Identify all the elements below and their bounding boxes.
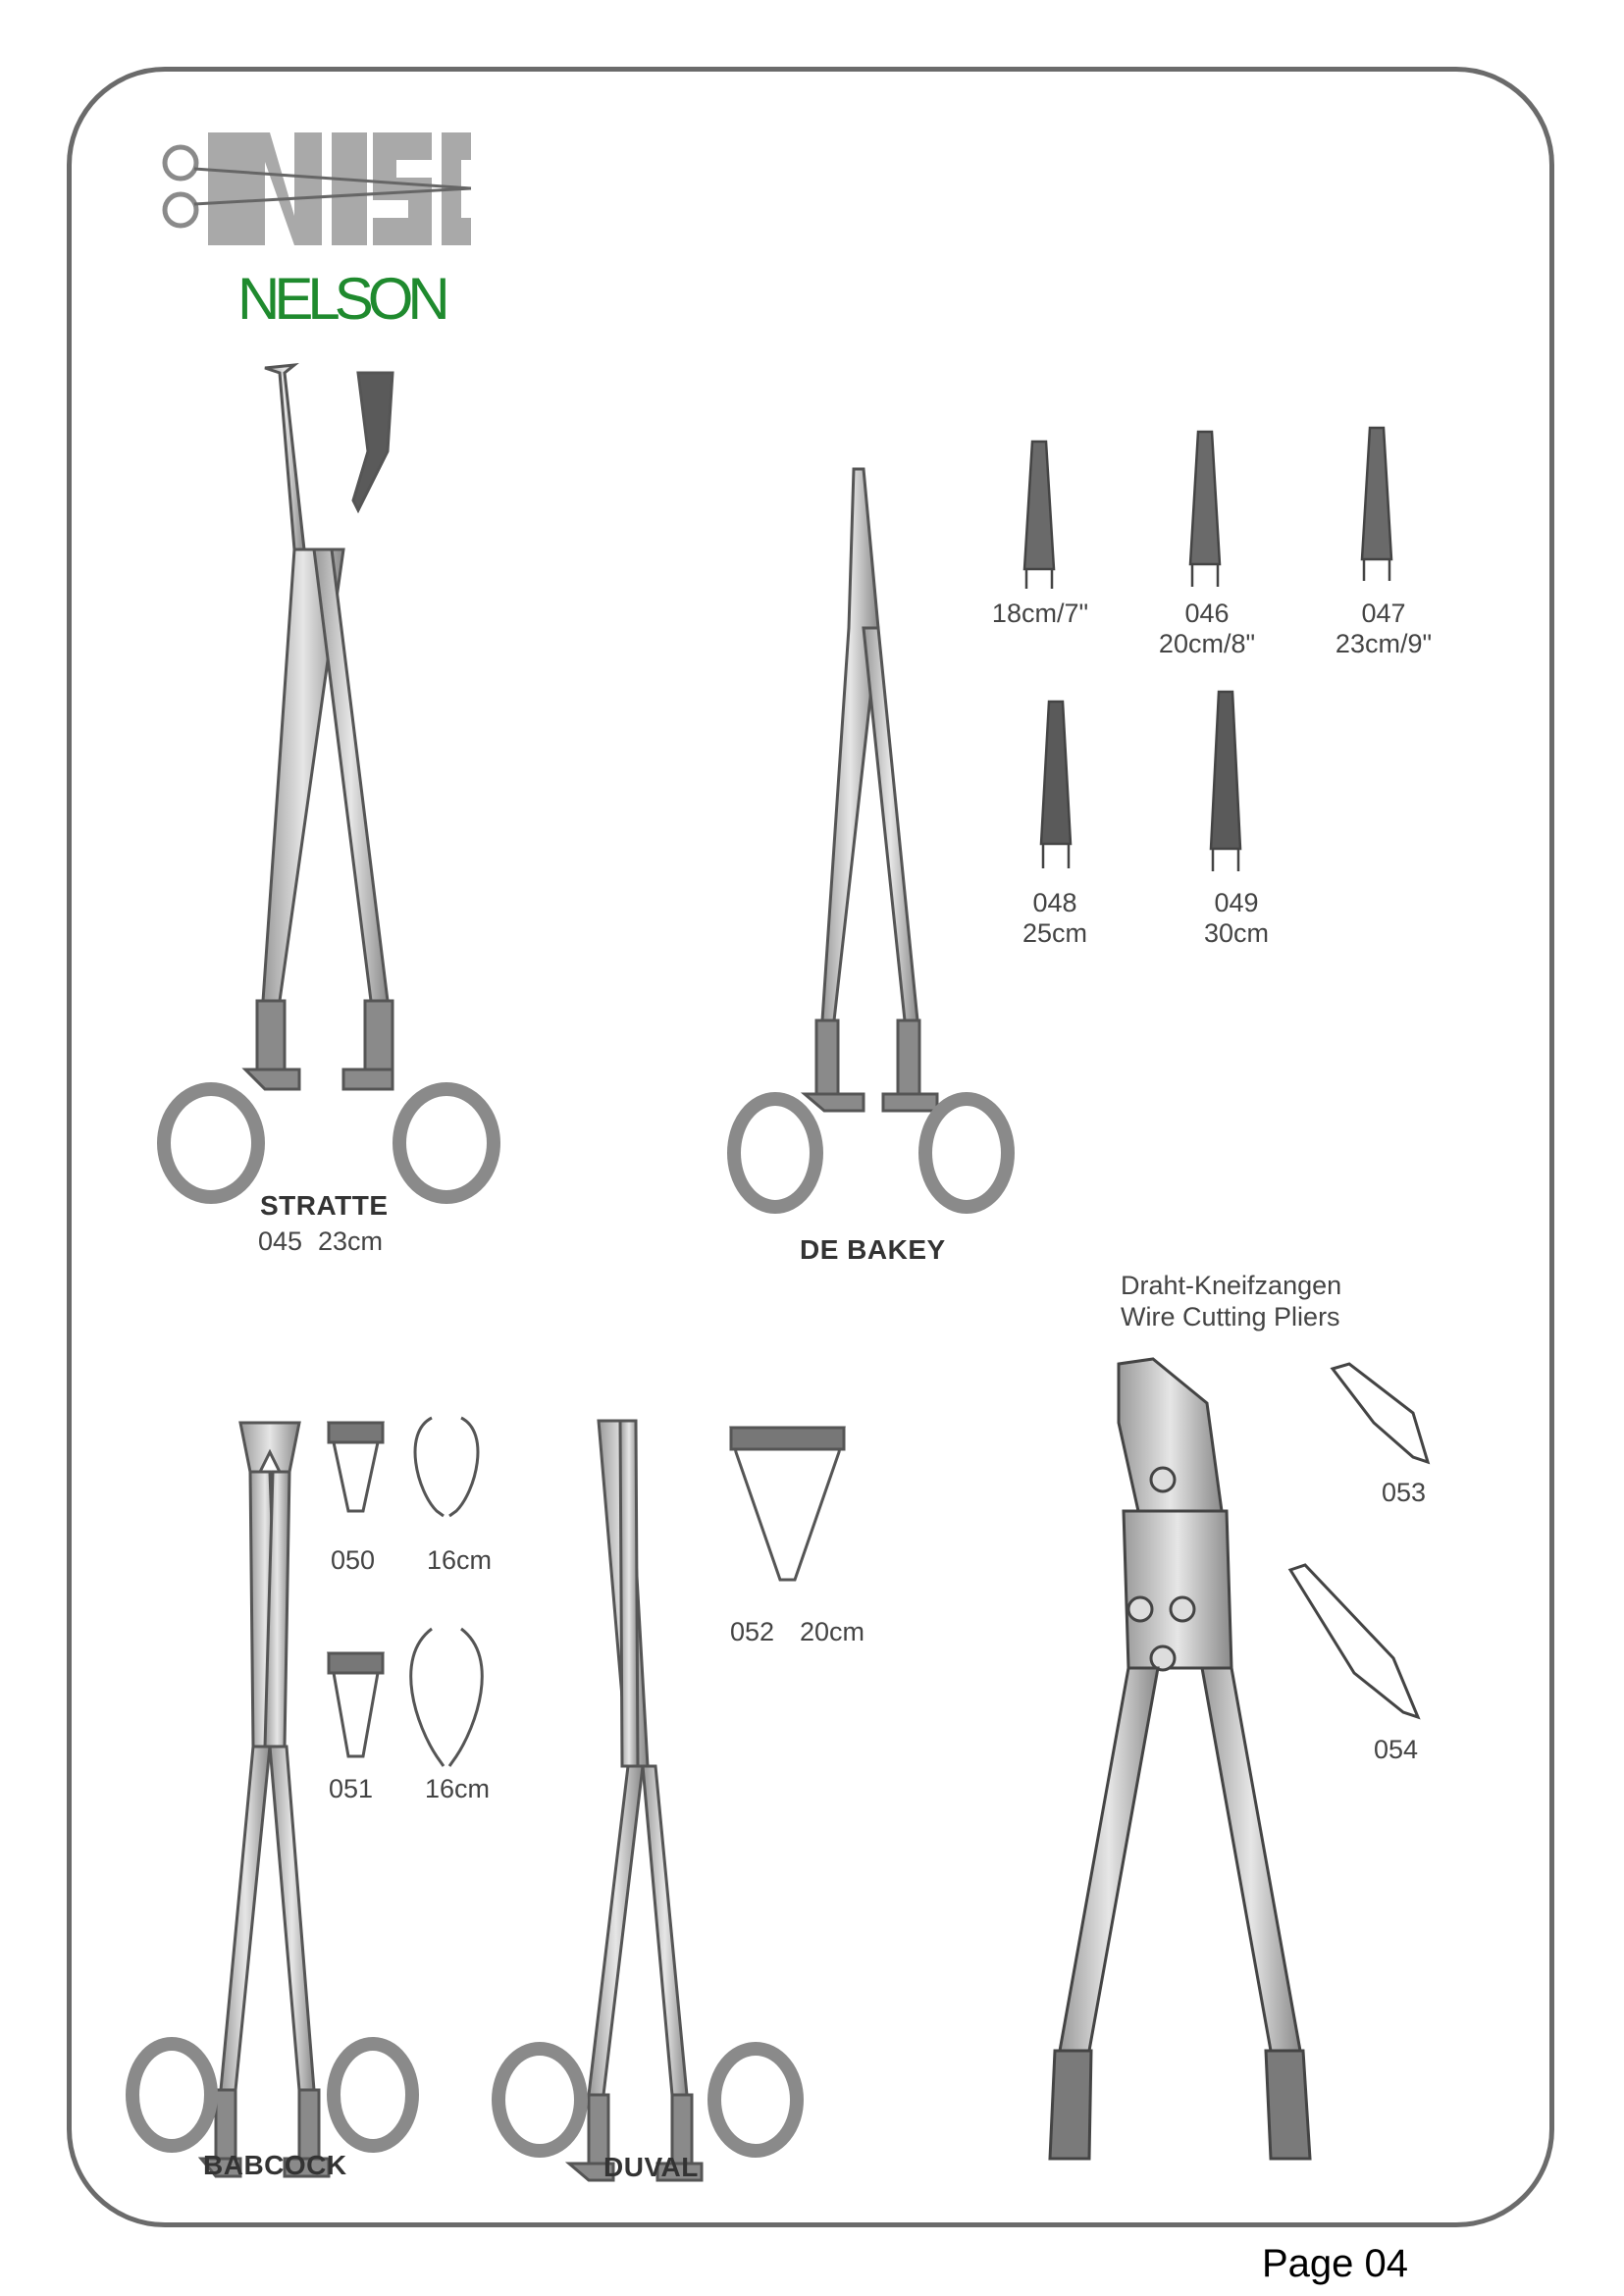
logo-monogram xyxy=(165,132,471,245)
babcock-variant-1-size: 16cm xyxy=(427,1545,493,1575)
debakey-title: DE BAKEY xyxy=(800,1234,946,1265)
babcock-variant-2-code: 051 xyxy=(329,1774,374,1803)
babcock-variant-2-size: 16cm xyxy=(425,1774,491,1803)
pliers-variant-054: 054 xyxy=(1374,1735,1419,1764)
duval-code: 052 xyxy=(730,1617,775,1646)
duval-title: DUVAL xyxy=(603,2152,699,2182)
debakey-variant-4-code: 048 xyxy=(1032,888,1077,917)
stratte-code: 045 xyxy=(258,1226,303,1256)
stratte-title: STRATTE xyxy=(260,1190,389,1221)
debakey-variant-5-size: 30cm xyxy=(1203,918,1270,948)
babcock-title: BABCOCK xyxy=(203,2150,347,2180)
brand-name: NELSON xyxy=(237,266,445,332)
debakey-variant-3-code: 047 xyxy=(1361,599,1406,628)
debakey-variant-5-code: 049 xyxy=(1214,888,1259,917)
duval-size: 20cm xyxy=(800,1617,865,1646)
pliers-title-en: Wire Cutting Pliers xyxy=(1121,1302,1340,1331)
stratte-size: 23cm xyxy=(318,1226,384,1256)
pliers-title-de: Draht-Kneifzangen xyxy=(1121,1271,1342,1300)
wire-cutting-pliers-drawing xyxy=(1050,1359,1428,2159)
debakey-variant-2-code: 046 xyxy=(1184,599,1230,628)
debakey-variant-1-size: 18cm/7" xyxy=(991,599,1089,628)
debakey-variant-4-size: 25cm xyxy=(1022,918,1088,948)
page-number: Page 04 xyxy=(1261,2242,1408,2285)
babcock-variant-1-code: 050 xyxy=(331,1545,376,1575)
pliers-variant-053: 053 xyxy=(1382,1478,1427,1507)
debakey-variant-2-size: 20cm/8" xyxy=(1158,629,1256,658)
debakey-variant-3-size: 23cm/9" xyxy=(1335,629,1433,658)
stratte-forceps-drawing xyxy=(164,365,494,1197)
duval-forceps-drawing xyxy=(498,1421,844,2180)
debakey-forceps-drawing xyxy=(734,469,1008,1207)
